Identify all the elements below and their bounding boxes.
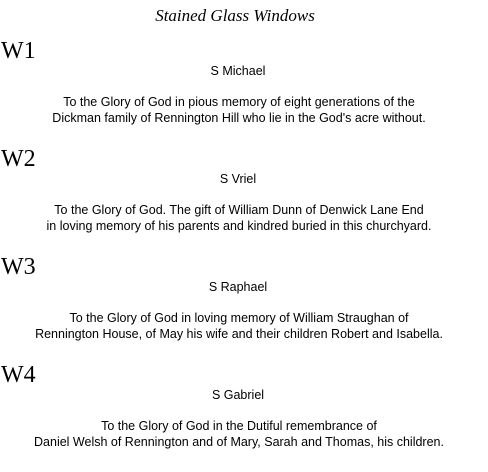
- window-dedication: [0, 418, 478, 450]
- window-dedication: [0, 310, 478, 342]
- dedication-line: Dickman family of Rennington Hill who lie in the God's acre without.: [52, 111, 426, 125]
- dedication-line: To the Glory of God. The gift of William Dunn of Denwick Lane End: [54, 203, 424, 217]
- dedication-line: in loving memory of his parents and kindred buried in this churchyard.: [46, 219, 432, 233]
- dedication-line: Rennington House, of May his wife and their children Robert and Isabella.: [35, 327, 443, 341]
- window-dedication: [0, 202, 478, 234]
- dedication-line: To the Glory of God in the Dutiful remembrance of: [101, 419, 377, 433]
- window-saint-name: S Raphael: [208, 280, 268, 294]
- window-saint-name: S Michael: [210, 64, 266, 78]
- window-saint-name: S Vriel: [219, 172, 257, 186]
- page-title: Stained Glass Windows: [155, 6, 315, 25]
- window-code: W1: [1, 38, 36, 64]
- window-dedication: [0, 94, 478, 126]
- dedication-line: Daniel Welsh of Rennington and of Mary, Sarah and Thomas, his children.: [34, 435, 444, 449]
- dedication-line: To the Glory of God in loving memory of William Straughan of: [69, 311, 409, 325]
- window-saint-name: S Gabriel: [211, 388, 265, 402]
- window-code: W4: [1, 362, 36, 388]
- dedication-line: To the Glory of God in pious memory of eight generations of the: [63, 95, 415, 109]
- window-code: W3: [1, 254, 36, 280]
- window-code: W2: [1, 146, 36, 172]
